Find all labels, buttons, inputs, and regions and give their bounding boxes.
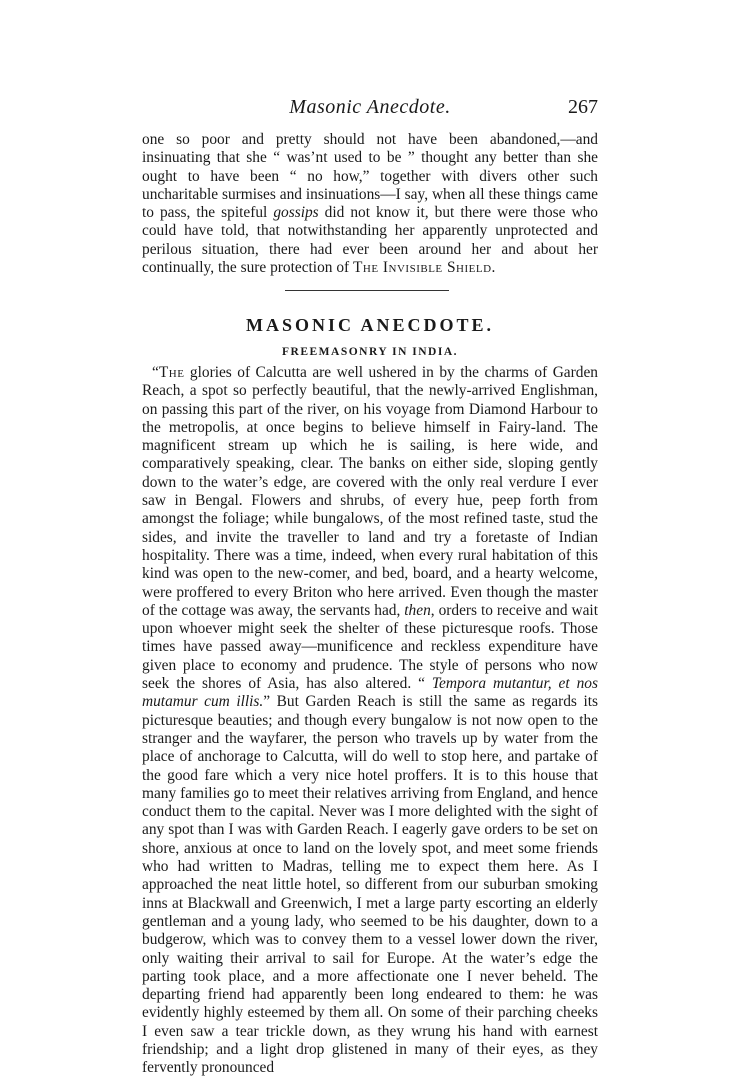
article-heading: MASONIC ANECDOTE. [245,315,495,335]
page-number: 267 [568,96,598,118]
paragraph-continued [142,131,598,277]
running-head [142,96,598,124]
invisible-shield-title: The Invisible Shield [353,259,492,277]
paragraph-text: one so poor and pretty should not have been abandoned,—and insinuating that she “ was’nt used to be ” thought any better than she ought to have been “ no how,” together with divers other such uncharitable surmises and insinuations—I say, when all these things came to pass, the spiteful [142,131,598,222]
article-subheading: FREEMASONRY IN INDIA. [281,346,459,358]
italic-then: then [404,601,431,619]
body-text: ” But Garden Reach is still the same as regards its picturesque beauties; and though every bungalow is not now open to the stranger and the wayfarer, the person who travels up by water from the place of anchorage to Calcutta, will do well to stop here, and partake of the good fare which a very nice hotel proffers. It is to this house that many families go to meet their relatives arriving from England, and hence conduct them to the capital. Never was I more delighted with the sight of any spot than I was with Garden Reach. I eagerly gave orders to be set on shore, anxious at once to land on the lovely spot, and meet some friends who had written to Madras, telling me to expect them here. As I approached the neat little hotel, so different from our suburban smoking inns at Blackwall and Greenwich, I met a large party escorting an elderly gentleman and a young lady, who seemed to be his daughter, down to a budgerow, which was to convey them to a vessel lower down the river, only waiting their arrival to sail for Europe. At the water’s edge the parting took place, and a more affectionate one I never beheld. The departing friend had apparently been long endeared to them: he was evidently highly esteemed by them all. On some of their parching cheeks I even saw a tear trickle down, as they wrung his hand with earnest friendship; and a light drop glistened in many of their eyes, as they fervently pronounced [142,693,599,1077]
body-text: , orders to receive and wait upon whoever might seek the shelter of these picturesque roofs. Those times have passed away—munificence and reckless expenditure have given place to economy and prudence. The style of persons who now seek the shores of Asia, has also altered. “ [142,601,598,693]
open-quote: “ [152,364,159,381]
paragraph-text: did not know it, but there were those who could have told, that notwithstanding her apparently unprotected and perilous situation, there had ever been around her and about her continually, the sure protection of [142,204,598,277]
section-divider [285,290,449,291]
article-body [142,364,598,1078]
running-title: Masonic Anecdote. [289,96,451,118]
body-text: glories of Calcutta are well ushered in by the charms of Garden Reach, a spot so perfectly beautiful, that the newly-arrived Englishman, on passing this part of the river, on his voyage from Diamond Harbour to the metropolis, at once begins to believe himself in Fairy-land. The magnificent stream up which he is sailing, is here wide, and comparatively speaking, clear. The banks on either side, sloping gently down to the water’s edge, are covered with the only real verdure I ever saw in Bengal. Flowers and shrubs, of every hue, peep forth from amongst the foliage; while bungalows, of the most refined taste, stud the sides, and invite the traveller to land and try a foretaste of Indian hospitality. There was a time, indeed, when every rural habitation of this kind was open to the new-comer, and bed, board, and a hearty welcome, were proffered to every Briton who here arrived. Even though the master of the cottage was away, the servants had, [142,364,598,619]
italic-gossips: gossips [273,204,319,222]
first-word: The [158,364,185,381]
paragraph-text: . [491,259,496,277]
latin-quote: Tempora mutantur, et nos mutamur cum illis. [142,675,598,711]
